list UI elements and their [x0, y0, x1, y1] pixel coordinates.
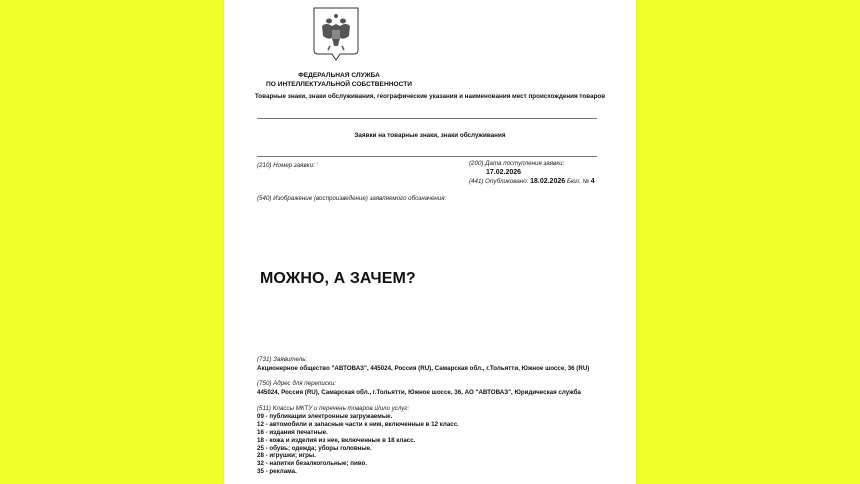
field-210-label: (210) Номер заявки: [257, 162, 315, 169]
class-item: 16 - издания печатные. [257, 428, 328, 436]
russian-coat-of-arms-icon [312, 6, 360, 62]
document-subtitle: Товарные знаки, знаки обслуживания, географические указания и наименования мест происхождения товаров [254, 93, 606, 100]
field-540-label: (540) Изображение (воспроизведение) заявляемого обозначения: [257, 195, 447, 202]
bulletin-number: 4 [590, 178, 595, 185]
section-title: Заявки на товарные знаки, знаки обслуживания [354, 132, 506, 139]
divider [257, 156, 597, 157]
field-441-label: (441) Опубликовано: [469, 178, 529, 185]
class-item: 12 - автомобили и запасные части к ним, включенные в 12 класс. [257, 420, 459, 428]
class-item: 25 - обувь; одежда; уборы головные. [257, 444, 372, 452]
class-item: 32 - напитки безалкогольные; пиво. [257, 460, 368, 468]
field-441-date: 18.02.2026 [530, 178, 566, 185]
field-441-published [469, 178, 595, 185]
trademark-text: МОЖНО, А ЗАЧЕМ? [260, 270, 416, 287]
field-511-classes [257, 405, 459, 476]
classes-label: (511) Классы МКТУ и перечень товаров и/или услуг: [257, 405, 410, 412]
applicant-value: Акционерное общество "АВТОВАЗ", 445024, Россия (RU), Самарская обл., г.Тольятти, Южное шоссе, 36 (RU) [257, 364, 590, 372]
class-item: 18 - кожа и изделия из нее, включенные в 18 класс. [257, 436, 416, 444]
field-200-label: (200) Дата поступления заявки: [469, 160, 565, 167]
class-item: 28 - игрушки; игры. [257, 452, 316, 460]
field-200-value: 17.02.2026 [486, 169, 522, 176]
applicant-label: (731) Заявитель: [257, 356, 308, 363]
trademark-application-page [224, 0, 636, 484]
field-210-value: ' [316, 162, 318, 169]
field-731-applicant [257, 356, 589, 373]
class-item: 35 - реклама. [257, 468, 297, 476]
bulletin-label: Бюл. № [566, 178, 590, 185]
class-item: 09 - публикации электронные загружаемые. [257, 412, 393, 420]
org-line-2: ПО ИНТЕЛЛЕКТУАЛЬНОЙ СОБСТВЕННОСТИ [266, 80, 412, 88]
divider [257, 118, 597, 119]
correspondence-label: (750) Адрес для переписки: [257, 380, 337, 387]
organization-name [224, 72, 454, 89]
correspondence-value: 445024, Россия (RU), Самарская обл., г.Тольятти, Южное шоссе, 36, АО "АВТОВАЗ", Юридическая служба [257, 388, 581, 396]
field-750-correspondence [257, 380, 581, 397]
org-line-1: ФЕДЕРАЛЬНАЯ СЛУЖБА [298, 72, 380, 79]
field-210-application-number [257, 162, 318, 169]
